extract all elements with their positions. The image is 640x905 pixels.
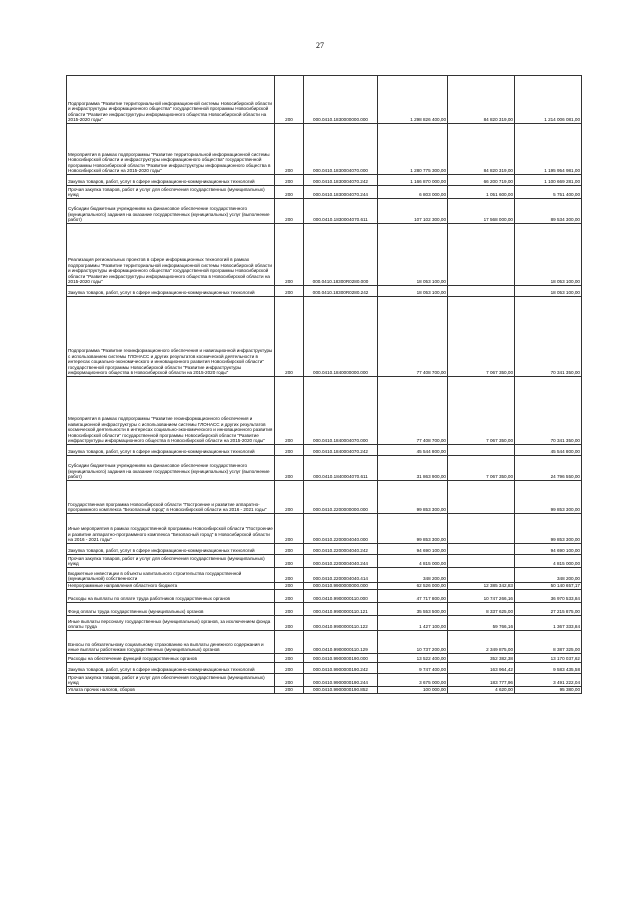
budget-code-cell: 000.0410.9900000190.852	[304, 687, 378, 694]
approved-amount-cell: 1 166 870 000,00	[378, 175, 448, 186]
remaining-amount-cell: 13 170 037,62	[515, 654, 582, 663]
remaining-amount-cell: 1 100 669 281,00	[515, 175, 582, 186]
executed-amount-cell: 59 766,16	[448, 616, 515, 631]
table-row	[67, 297, 582, 377]
remaining-amount-cell: 24 796 550,00	[515, 456, 582, 481]
approved-amount-cell: 77 408 700,00	[378, 297, 448, 377]
budget-code-cell: 000.0410.9900000000.000	[304, 583, 378, 590]
budget-code-cell: 000.0410.1830004070.611	[304, 199, 378, 224]
executed-amount-cell	[448, 568, 515, 583]
budget-code-cell: 000.0410.9900000190.000	[304, 654, 378, 663]
expense-name-cell: Подпрограмма "Развитие территориальной информационной системы Новосибирской области и инфраструктуры информационного общества" государственной программы Новосибирской области "Развитие инфраструктуры информационного общества Новосибирской области на 2015-2020 годы"	[67, 76, 275, 124]
executed-amount-cell: 352 382,38	[448, 654, 515, 663]
budget-code-cell: 000.0410.9900000110.122	[304, 616, 378, 631]
executed-amount-cell	[448, 286, 515, 297]
remaining-amount-cell: 1 367 333,84	[515, 616, 582, 631]
table-row	[67, 286, 582, 297]
remaining-amount-cell: 18 053 100,00	[515, 286, 582, 297]
remaining-amount-cell: 1 195 954 981,00	[515, 124, 582, 175]
budget-code-cell: 000.0410.1840004070.000	[304, 377, 378, 445]
table-row	[67, 663, 582, 674]
executed-amount-cell: 84 820 319,00	[448, 124, 515, 175]
department-code-cell: 200	[275, 568, 304, 583]
remaining-amount-cell: 99 853 300,00	[515, 481, 582, 514]
budget-code-cell: 000.0410.9900000110.000	[304, 590, 378, 603]
department-code-cell: 200	[275, 663, 304, 674]
budget-code-cell: 000.0410.2200000000.000	[304, 481, 378, 514]
table-row	[67, 377, 582, 445]
budget-code-cell: 000.0410.18300R0280.000	[304, 224, 378, 286]
table-row	[67, 456, 582, 481]
executed-amount-cell: 84 820 319,00	[448, 76, 515, 124]
approved-amount-cell: 18 053 100,00	[378, 224, 448, 286]
approved-amount-cell: 47 717 800,00	[378, 590, 448, 603]
budget-code-cell: 000.0410.1840004070.242	[304, 445, 378, 456]
budget-code-cell: 000.0410.1840000000.000	[304, 297, 378, 377]
executed-amount-cell: 7 067 350,00	[448, 377, 515, 445]
expense-name-cell: Закупка товаров, работ, услуг в сфере информационно-коммуникационных технологий	[67, 286, 275, 297]
remaining-amount-cell: 27 215 875,00	[515, 603, 582, 616]
budget-code-cell: 000.0410.9900000190.242	[304, 663, 378, 674]
table-row	[67, 186, 582, 199]
remaining-amount-cell: 4 815 000,00	[515, 555, 582, 568]
expense-name-cell: Бюджетные инвестиции в объекты капитального строительства государственной (муниципальной) собственности	[67, 568, 275, 583]
remaining-amount-cell: 70 341 350,00	[515, 377, 582, 445]
approved-amount-cell: 13 522 400,00	[378, 654, 448, 663]
department-code-cell: 200	[275, 481, 304, 514]
table-row	[67, 583, 582, 590]
remaining-amount-cell: 36 970 533,84	[515, 590, 582, 603]
approved-amount-cell: 62 526 000,00	[378, 583, 448, 590]
remaining-amount-cell: 89 534 300,00	[515, 199, 582, 224]
approved-amount-cell: 348 200,00	[378, 568, 448, 583]
department-code-cell: 200	[275, 654, 304, 663]
approved-amount-cell: 1 298 826 400,00	[378, 76, 448, 124]
budget-code-cell: 000.0410.1830000000.000	[304, 76, 378, 124]
table-row	[67, 555, 582, 568]
department-code-cell: 200	[275, 590, 304, 603]
approved-amount-cell: 1 427 100,00	[378, 616, 448, 631]
department-code-cell: 200	[275, 186, 304, 199]
department-code-cell: 200	[275, 555, 304, 568]
table-row	[67, 674, 582, 687]
executed-amount-cell: 1 051 600,00	[448, 186, 515, 199]
department-code-cell: 200	[275, 224, 304, 286]
table-row	[67, 568, 582, 583]
approved-amount-cell: 99 853 300,00	[378, 481, 448, 514]
remaining-amount-cell: 45 544 800,00	[515, 445, 582, 456]
department-code-cell: 200	[275, 124, 304, 175]
approved-amount-cell: 18 053 100,00	[378, 286, 448, 297]
executed-amount-cell	[448, 514, 515, 544]
expense-name-cell: Непрограммные направления областного бюджета	[67, 583, 275, 590]
executed-amount-cell	[448, 481, 515, 514]
department-code-cell: 200	[275, 76, 304, 124]
budget-code-cell: 000.0410.2200004040.414	[304, 568, 378, 583]
approved-amount-cell: 4 815 000,00	[378, 555, 448, 568]
table-row	[67, 124, 582, 175]
budget-code-cell: 000.0410.18300R0280.242	[304, 286, 378, 297]
table-row	[67, 654, 582, 663]
department-code-cell: 200	[275, 603, 304, 616]
executed-amount-cell	[448, 445, 515, 456]
department-code-cell: 200	[275, 297, 304, 377]
expense-name-cell: Закупка товаров, работ, услуг в сфере информационно-коммуникационных технологий	[67, 445, 275, 456]
expense-name-cell: Субсидии бюджетным учреждениям на финансовое обеспечение государственного (муниципального) задания на оказание государственных (муниципальных) услуг (выполнение работ)	[67, 199, 275, 224]
table-row	[67, 199, 582, 224]
department-code-cell: 200	[275, 616, 304, 631]
remaining-amount-cell: 70 341 350,00	[515, 297, 582, 377]
executed-amount-cell: 2 349 875,00	[448, 631, 515, 654]
expense-name-cell: Мероприятия в рамках подпрограммы "Развитие территориальной информационной системы Новосибирской области и инфраструктуры информационного общества" государственной программы Новосибирской области "Развитие инфраструктуры информационного общества в Новосибирской области на 2015-2020 годы"	[67, 124, 275, 175]
department-code-cell: 200	[275, 583, 304, 590]
approved-amount-cell: 107 102 300,00	[378, 199, 448, 224]
executed-amount-cell: 10 747 266,16	[448, 590, 515, 603]
executed-amount-cell: 8 337 625,00	[448, 603, 515, 616]
approved-amount-cell: 9 747 400,00	[378, 663, 448, 674]
executed-amount-cell	[448, 544, 515, 555]
table-row	[67, 224, 582, 286]
budget-code-cell: 000.0410.1840004070.611	[304, 456, 378, 481]
budget-code-cell: 000.0410.9900000190.244	[304, 674, 378, 687]
remaining-amount-cell: 50 140 657,17	[515, 583, 582, 590]
executed-amount-cell: 4 620,00	[448, 687, 515, 694]
table-row	[67, 175, 582, 186]
table-row	[67, 445, 582, 456]
expense-name-cell: Закупка товаров, работ, услуг в сфере информационно-коммуникационных технологий	[67, 663, 275, 674]
budget-code-cell: 000.0410.2200004040.000	[304, 514, 378, 544]
expense-name-cell: Иные мероприятия в рамках государственной программы Новосибирской области "Построение и развитие аппаратно-программного комплекса "Безопасный город" в Новосибирской области на 2016 - 2021 годы"	[67, 514, 275, 544]
expense-name-cell: Прочая закупка товаров, работ и услуг для обеспечения государственных (муниципальных) нужд	[67, 186, 275, 199]
executed-amount-cell	[448, 224, 515, 286]
approved-amount-cell: 45 544 800,00	[378, 445, 448, 456]
expense-name-cell: Иные выплаты персоналу государственных (муниципальных) органов, за исключением фонда оплаты труда	[67, 616, 275, 631]
table-row	[67, 590, 582, 603]
expense-name-cell: Взносы по обязательному социальному страхованию на выплаты денежного содержания и иные выплаты работникам государственных (муниципальных) органов	[67, 631, 275, 654]
executed-amount-cell: 7 067 350,00	[448, 456, 515, 481]
executed-amount-cell: 12 385 342,83	[448, 583, 515, 590]
executed-amount-cell: 163 964,42	[448, 663, 515, 674]
budget-table-body	[67, 76, 582, 694]
executed-amount-cell: 183 777,96	[448, 674, 515, 687]
table-row	[67, 76, 582, 124]
executed-amount-cell: 7 067 350,00	[448, 297, 515, 377]
expense-name-cell: Субсидии бюджетным учреждениям на финансовое обеспечение государственного (муниципального) задания на оказание государственных (муниципальных) услуг (выполнение работ)	[67, 456, 275, 481]
remaining-amount-cell: 94 690 100,00	[515, 544, 582, 555]
expense-name-cell: Прочая закупка товаров, работ и услуг для обеспечения государственных (муниципальных) нужд	[67, 555, 275, 568]
table-row	[67, 481, 582, 514]
expense-name-cell: Расходы на обеспечение функций государственных органов	[67, 654, 275, 663]
executed-amount-cell: 66 200 719,00	[448, 175, 515, 186]
department-code-cell: 200	[275, 514, 304, 544]
remaining-amount-cell: 99 853 300,00	[515, 514, 582, 544]
approved-amount-cell: 1 280 775 300,00	[378, 124, 448, 175]
budget-code-cell: 000.0410.2200004040.242	[304, 544, 378, 555]
expense-name-cell: Мероприятия в рамках подпрограммы "Развитие геоинформационного обеспечения и навигационной инфраструктуры с использованием системы ГЛОНАСС и других результатов космической деятельности в интересах социально-экономического и инновационного развития Новосибирской области" государственной программы Новосибирской области "Развитие инфраструктуры информационного общества в Новосибирской области на 2015-2020 годы"	[67, 377, 275, 445]
expense-name-cell: Расходы на выплаты по оплате труда работников государственных органов	[67, 590, 275, 603]
budget-code-cell: 000.0410.1830004070.244	[304, 186, 378, 199]
table-row	[67, 687, 582, 694]
department-code-cell: 200	[275, 286, 304, 297]
department-code-cell: 200	[275, 175, 304, 186]
expense-name-cell: Уплата прочих налогов, сборов	[67, 687, 275, 694]
table-row	[67, 514, 582, 544]
department-code-cell: 200	[275, 199, 304, 224]
table-row	[67, 544, 582, 555]
remaining-amount-cell: 8 387 325,00	[515, 631, 582, 654]
table-row	[67, 603, 582, 616]
expense-name-cell: Закупка товаров, работ, услуг в сфере информационно-коммуникационных технологий	[67, 544, 275, 555]
approved-amount-cell: 6 803 000,00	[378, 186, 448, 199]
budget-code-cell: 000.0410.9900000110.129	[304, 631, 378, 654]
budget-code-cell: 000.0410.1830004070.242	[304, 175, 378, 186]
budget-code-cell: 000.0410.9900000110.121	[304, 603, 378, 616]
expense-name-cell: Подпрограмма "Развитие геоинформационного обеспечения и навигационной инфраструктуры с использованием системы ГЛОНАСС и других результатов космической деятельности в интересах социально-экономического и инновационного развития Новосибирской области" государственной программы Новосибирской области "Развитие инфраструктуры информационного общества в Новосибирской области на 2015-2020 годы"	[67, 297, 275, 377]
budget-code-cell: 000.0410.2200004040.244	[304, 555, 378, 568]
remaining-amount-cell: 5 751 400,00	[515, 186, 582, 199]
approved-amount-cell: 3 675 000,00	[378, 674, 448, 687]
department-code-cell: 200	[275, 687, 304, 694]
table-row	[67, 631, 582, 654]
table-row	[67, 616, 582, 631]
department-code-cell: 200	[275, 544, 304, 555]
department-code-cell: 200	[275, 456, 304, 481]
remaining-amount-cell: 348 200,00	[515, 568, 582, 583]
approved-amount-cell: 99 853 300,00	[378, 514, 448, 544]
expense-name-cell: Прочая закупка товаров, работ и услуг для обеспечения государственных (муниципальных) нужд	[67, 674, 275, 687]
approved-amount-cell: 100 000,00	[378, 687, 448, 694]
expense-name-cell: Закупка товаров, работ, услуг в сфере информационно-коммуникационных технологий	[67, 175, 275, 186]
remaining-amount-cell: 95 380,00	[515, 687, 582, 694]
department-code-cell: 200	[275, 674, 304, 687]
remaining-amount-cell: 1 214 006 081,00	[515, 76, 582, 124]
executed-amount-cell	[448, 555, 515, 568]
page-number: 27	[316, 41, 324, 50]
remaining-amount-cell: 18 053 100,00	[515, 224, 582, 286]
expense-name-cell: Фонд оплаты труда государственных (муниципальных) органов	[67, 603, 275, 616]
budget-code-cell: 000.0410.1830004070.000	[304, 124, 378, 175]
remaining-amount-cell: 3 491 222,04	[515, 674, 582, 687]
expense-name-cell: Государственная программа Новосибирской области "Построение и развитие аппаратно-программного комплекса "Безопасный город" в Новосибирской области на 2016 - 2021 годы"	[67, 481, 275, 514]
expense-name-cell: Реализация региональных проектов в сфере информационных технологий в рамках подпрограммы "Развитие территориальной информационной системы Новосибирской области и инфраструктуры информационного общества" государственной программы Новосибирской области "Развитие инфраструктуры информационного общества в Новосибирской области на 2015-2020 годы"	[67, 224, 275, 286]
approved-amount-cell: 77 408 700,00	[378, 377, 448, 445]
approved-amount-cell: 31 863 900,00	[378, 456, 448, 481]
executed-amount-cell: 17 568 000,00	[448, 199, 515, 224]
approved-amount-cell: 94 690 100,00	[378, 544, 448, 555]
approved-amount-cell: 35 553 500,00	[378, 603, 448, 616]
budget-table	[66, 75, 582, 694]
department-code-cell: 200	[275, 445, 304, 456]
approved-amount-cell: 10 737 200,00	[378, 631, 448, 654]
department-code-cell: 200	[275, 631, 304, 654]
department-code-cell: 200	[275, 377, 304, 445]
remaining-amount-cell: 9 583 435,58	[515, 663, 582, 674]
